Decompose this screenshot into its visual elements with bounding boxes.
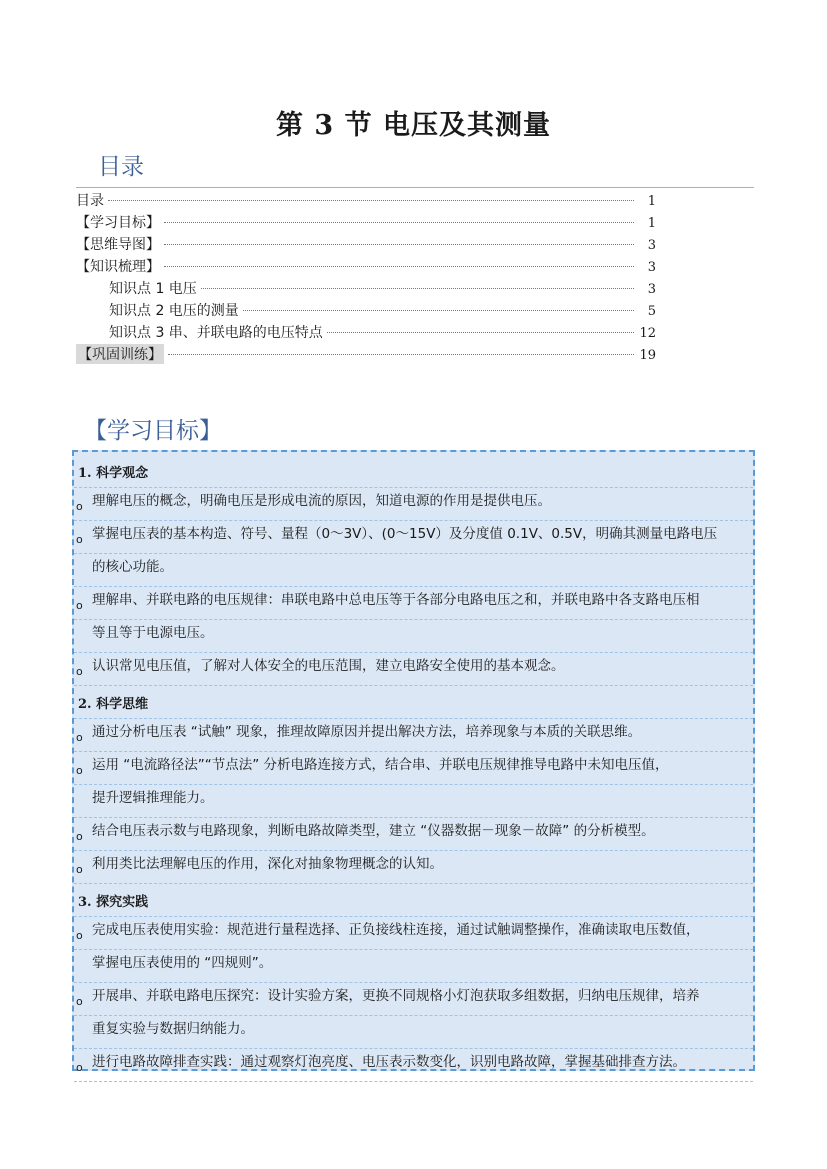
goal-item-text: 完成电压表使用实验：规范进行量程选择、正负接线柱连接，通过试触调整操作，准确读取电压数值，	[92, 922, 700, 938]
toc-heading: 目录	[98, 154, 144, 180]
toc-leader-dots	[164, 266, 634, 267]
toc-entry-label: 【知识梳理】	[76, 259, 160, 275]
bullet-icon: o	[76, 500, 83, 513]
toc-leader-dots	[168, 354, 634, 355]
goal-item-text: 通过分析电压表 “试触” 现象，推理故障原因并提出解决方法，培养现象与本质的关联思维。	[92, 724, 642, 740]
goal-item	[76, 1046, 745, 1079]
box-rule	[74, 883, 753, 884]
bullet-icon: o	[76, 764, 83, 777]
box-rule	[74, 685, 753, 686]
goal-item-text: 重复实验与数据归纳能力。	[92, 1021, 254, 1037]
bullet-icon: o	[76, 863, 83, 876]
goal-item-text: 等且等于电源电压。	[92, 625, 214, 641]
toc-entry[interactable]	[76, 190, 656, 212]
goal-item	[76, 716, 745, 749]
goal-item	[76, 848, 745, 881]
bullet-icon: o	[76, 1061, 83, 1074]
toc-entry-label: 【学习目标】	[76, 215, 160, 231]
goal-item-text: 结合电压表示数与电路现象，判断电路故障类型，建立 “仪器数据－现象－故障” 的分析模型。	[92, 823, 655, 839]
toc-entry-label: 知识点 3 串、并联电路的电压特点	[109, 325, 323, 341]
goal-item-text: 的核心功能。	[92, 559, 173, 575]
toc-leader-dots	[164, 244, 634, 245]
goal-item	[76, 749, 745, 815]
toc-entry-label: 知识点 2 电压的测量	[109, 303, 239, 319]
goal-item	[76, 518, 745, 584]
goal-item	[76, 815, 745, 848]
toc-entry[interactable]	[76, 322, 656, 344]
toc-leader-dots	[108, 200, 634, 201]
goal-item-text: 理解电压的概念，明确电压是形成电流的原因，知道电源的作用是提供电压。	[92, 493, 551, 509]
bullet-icon: o	[76, 731, 83, 744]
goal-item-text: 掌握电压表的基本构造、符号、量程（0～3V）、(0～15V）及分度值 0.1V、0.5V，明确其测量电路电压	[92, 526, 718, 542]
goals-box	[72, 450, 755, 1074]
bullet-icon: o	[76, 929, 83, 942]
toc-entry-page: 12	[639, 326, 656, 341]
toc-entry-page: 3	[647, 260, 656, 275]
toc-entry[interactable]	[76, 212, 656, 234]
goal-item-text: 认识常见电压值，了解对人体安全的电压范围，建立电路安全使用的基本观念。	[92, 658, 565, 674]
toc-entry[interactable]	[76, 278, 656, 300]
bullet-icon: o	[76, 830, 83, 843]
toc-entry-label: 知识点 1 电压	[109, 281, 197, 297]
table-of-contents	[76, 190, 656, 366]
goal-item	[76, 584, 745, 650]
goal-item-text: 理解串、并联电路的电压规律：串联电路中总电压等于各部分电路电压之和，并联电路中各支路电压相	[92, 592, 700, 608]
bullet-icon: o	[76, 995, 83, 1008]
goal-section-title: 1. 科学观念	[78, 466, 149, 481]
toc-entry[interactable]	[76, 234, 656, 256]
goal-item-text: 开展串、并联电路电压探究：设计实验方案，更换不同规格小灯泡获取多组数据，归纳电压规律，培养	[92, 988, 700, 1004]
goal-section-title: 2. 科学思维	[78, 697, 149, 712]
toc-entry-page: 19	[639, 348, 656, 363]
goal-item-text: 掌握电压表使用的 “四规则”。	[92, 955, 273, 971]
toc-entry-page: 3	[647, 238, 656, 253]
toc-entry-label: 目录	[76, 193, 104, 209]
box-rule	[74, 1081, 753, 1082]
goal-item-text: 进行电路故障排查实践：通过观察灯泡亮度、电压表示数变化，识别电路故障，掌握基础排查方法。	[92, 1054, 686, 1070]
goal-item-text: 提升逻辑推理能力。	[92, 790, 214, 806]
toc-entry-page: 5	[647, 304, 656, 319]
toc-divider	[76, 187, 754, 188]
toc-leader-dots	[327, 332, 634, 333]
goal-item	[76, 914, 745, 980]
toc-entry[interactable]	[76, 300, 656, 322]
toc-entry-label: 【巩固训练】	[76, 344, 164, 364]
bullet-icon: o	[76, 533, 83, 546]
toc-entry[interactable]	[76, 344, 656, 366]
toc-leader-dots	[243, 310, 634, 311]
toc-entry-label: 【思维导图】	[76, 237, 160, 253]
goal-item	[76, 485, 745, 518]
goal-section-title: 3. 探究实践	[78, 895, 149, 910]
goal-item	[76, 650, 745, 683]
toc-leader-dots	[201, 288, 634, 289]
toc-leader-dots	[164, 222, 634, 223]
bullet-icon: o	[76, 599, 83, 612]
toc-entry[interactable]	[76, 256, 656, 278]
goal-item	[76, 980, 745, 1046]
goals-heading: 【学习目标】	[84, 418, 222, 444]
toc-entry-page: 1	[647, 216, 656, 231]
toc-entry-page: 1	[647, 194, 656, 209]
toc-entry-page: 3	[647, 282, 656, 297]
goal-item-text: 运用 “电流路径法”“节点法” 分析电路连接方式，结合串、并联电压规律推导电路中未知电压值，	[92, 757, 669, 773]
page-title: 第 3 节 电压及其测量	[276, 110, 551, 141]
bullet-icon: o	[76, 665, 83, 678]
goal-item-text: 利用类比法理解电压的作用，深化对抽象物理概念的认知。	[92, 856, 443, 872]
